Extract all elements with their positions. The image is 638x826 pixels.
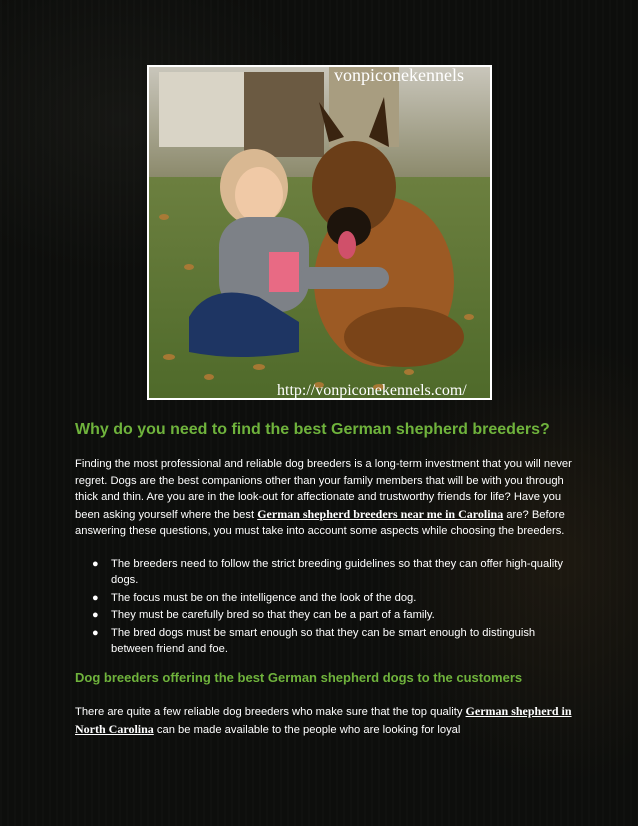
list-item-text: The bred dogs must be smart enough so that they can be smart enough to distinguish between friend and foe. bbox=[111, 626, 536, 655]
bullet-icon: ● bbox=[92, 626, 99, 639]
criteria-list bbox=[75, 556, 575, 657]
paragraph-text: There are quite a few reliable dog breeders who make sure that the top quality bbox=[75, 706, 466, 719]
list-item bbox=[92, 556, 575, 589]
list-item bbox=[92, 607, 575, 623]
bullet-icon: ● bbox=[92, 609, 99, 622]
list-item bbox=[92, 590, 575, 606]
section-heading: Why do you need to find the best German shepherd breeders? bbox=[75, 421, 550, 438]
paragraph-text: can be made available to the people who are looking for loyal bbox=[153, 724, 461, 736]
photo-illustration bbox=[149, 67, 490, 398]
girl-with-german-shepherd-photo bbox=[147, 65, 492, 400]
intro-paragraph bbox=[75, 456, 575, 540]
list-item-text: The breeders need to follow the strict breeding guidelines so that they can offer high-quality dogs. bbox=[111, 557, 563, 587]
paragraph-text: are? Before answering these questions, you must take into account some aspects while choosing the breeders. bbox=[75, 508, 565, 538]
bullet-icon: ● bbox=[92, 557, 99, 570]
section-heading-2: Dog breeders offering the best German shepherd dogs to the customers bbox=[75, 670, 523, 686]
body-paragraph bbox=[75, 703, 575, 738]
list-item-text: The focus must be on the intelligence and the look of the dog. bbox=[111, 591, 417, 604]
watermark-bottom: http://vonpiconekennels.com/ bbox=[277, 382, 467, 398]
north-carolina-link[interactable]: German shepherd in North Carolina bbox=[75, 704, 572, 736]
breeders-link[interactable]: German shepherd breeders near me in Carolina bbox=[257, 506, 504, 521]
bullet-icon: ● bbox=[92, 591, 99, 604]
watermark-top: vonpiconekennels bbox=[334, 67, 464, 85]
article-content bbox=[75, 420, 575, 739]
list-item-text: They must be carefully bred so that they can be a part of a family. bbox=[111, 609, 435, 622]
paragraph-text: Finding the most professional and reliable dog breeders is a long-term investment that you will never regret. Dogs are the best companions other than your family members that will be with you through thick and thin. Are you are in the look-out for affectionate and trustworthy friends for life? Have you been asking yourself where the best bbox=[75, 458, 572, 521]
list-item bbox=[92, 625, 575, 658]
